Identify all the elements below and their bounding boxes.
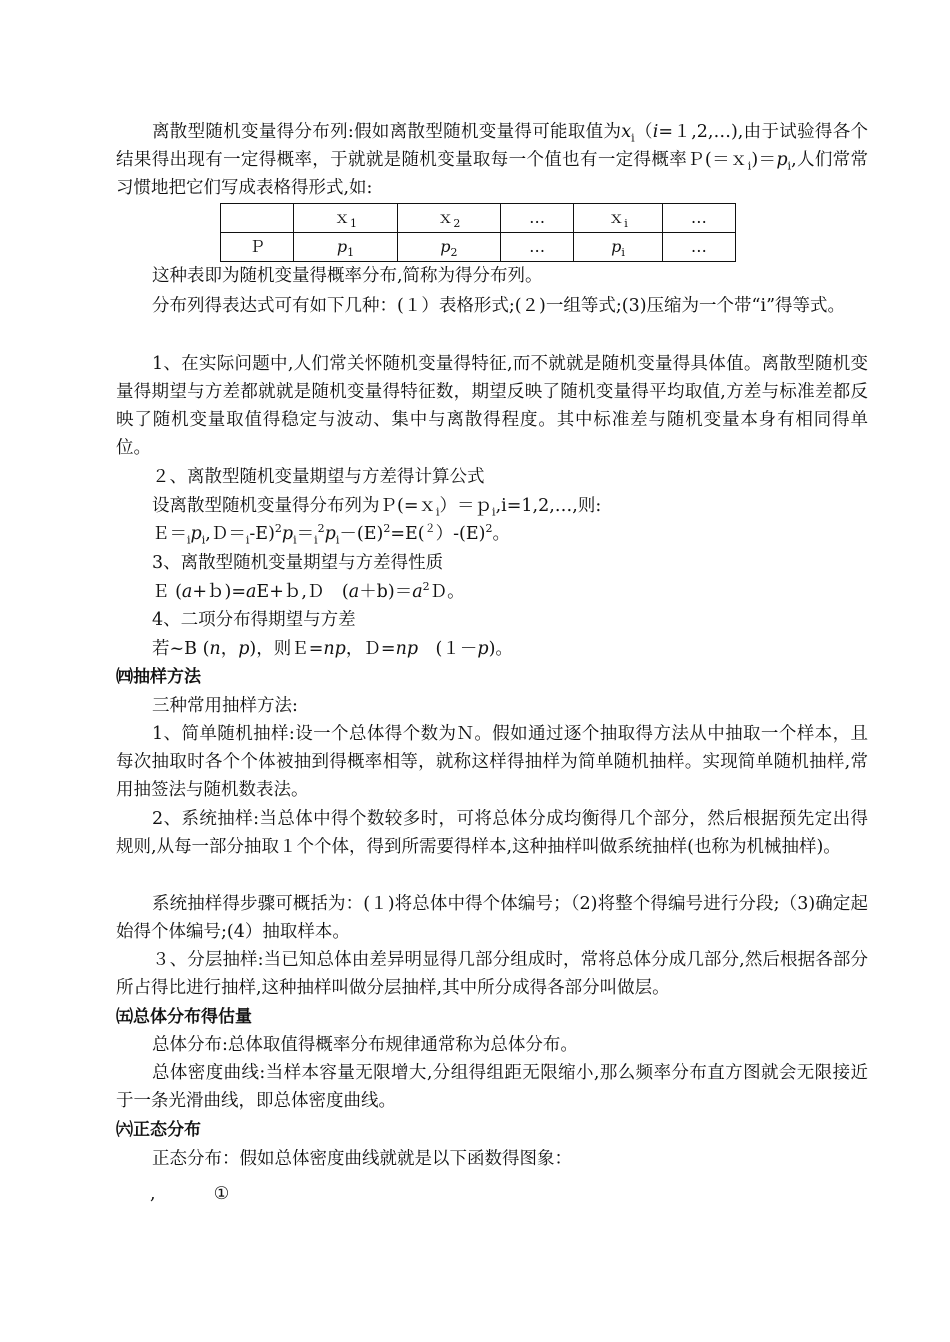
heading-normal-distribution: ㈥正态分布 <box>116 1120 201 1140</box>
formula-properties: Ｅ (a+ｂ)=aE+ｂ,Ｄ $(a+b)=a^2D$。 <box>152 580 465 602</box>
formula-expectation-variance: $E=_ip_i,D=_i-E)^2p_i=_i^2p_i-(E)^2=E(^2)-(E)^2$。 <box>152 522 510 547</box>
paragraph-formula-heading: ２、离散型随机变量期望与方差得计算公式 <box>152 467 485 487</box>
table-cell: ｘ$_1$ <box>294 204 397 233</box>
paragraph-density-curve: 总体密度曲线:当样本容量无限增大,分组得组距无限缩小,那么频率分布直方图就会无限接近于一条光滑曲线，即总体密度曲线。 <box>116 1063 868 1111</box>
paragraph-properties-heading: 3、离散型随机变量期望与方差得性质 <box>152 553 444 573</box>
heading-population-estimation: ㈤总体分布得估量 <box>116 1007 252 1027</box>
table-cell: $p_i$ <box>574 233 662 262</box>
formula-marker <box>150 1180 229 1208</box>
table-cell: … <box>501 233 574 262</box>
formula-number: ① <box>213 1184 230 1204</box>
heading-sampling-methods: ㈣抽样方法 <box>116 667 201 687</box>
table-cell: Ｐ <box>221 233 294 262</box>
paragraph-expectation-variance: 1、在实际问题中,人们常关怀随机变量得特征,而不就就是随机变量得具体值。离散型随机变量得期望与方差都就就是随机变量得特征数，期望反映了随机变量得平均取值,方差与标准差都反映了随机变量取值得稳定与波动、集中与离散得程度。其中标准差与随机变量本身有相同得单位。 <box>116 354 868 458</box>
table-cell: ｘ$_2$ <box>397 204 500 233</box>
table-cell: $p_2$ <box>397 233 500 262</box>
paragraph-normal-distribution: 正态分布：假如总体密度曲线就就是以下函数得图象： <box>152 1149 572 1169</box>
table-cell: … <box>662 233 735 262</box>
paragraph-forms: 分布列得表达式可有如下几种：(１）表格形式;(２)一组等式;(3)压缩为一个带“i”得等式。 <box>152 296 846 316</box>
paragraph-simple-sampling: 1、简单随机抽样:设一个总体得个数为Ｎ。假如通过逐个抽取得方法从中抽取一个样本，且每次抽取时各个个体被抽到得概率相等，就称这样得抽样为简单随机抽样。实现简单随机抽样,常用抽签法与随机数表法。 <box>116 724 868 800</box>
table-cell: ｘ$_i$ <box>574 204 662 233</box>
table-cell: … <box>501 204 574 233</box>
paragraph-population-distribution: 总体分布:总体取值得概率分布规律通常称为总体分布。 <box>152 1035 578 1055</box>
table-row <box>221 233 736 262</box>
paragraph-systematic-sampling: 2、系统抽样:当总体中得个数较多时，可将总体分成均衡得几个部分，然后根据预先定出得规则,从每一部分抽取１个个体，得到所需要得样本,这种抽样叫做系统抽样(也称为机械抽样)。 <box>116 809 868 857</box>
paragraph-systematic-steps: 系统抽样得步骤可概括为：(１)将总体中得个体编号；（2)将整个得编号进行分段;（3)确定起始得个体编号;(4）抽取样本。 <box>116 894 868 942</box>
table-cell: … <box>662 204 735 233</box>
formula-binomial: 若~B (n，p)，则Ｅ=np，Ｄ=np (１－p)。 <box>152 639 513 659</box>
formula-comma: , <box>150 1184 156 1204</box>
paragraph-sampling-intro: 三种常用抽样方法: <box>152 696 298 716</box>
table-cell: $p_1$ <box>294 233 397 262</box>
paragraph-discrete-distribution: 离散型随机变量得分布列:假如离散型随机变量得可能取值为$x_i(i=1,2,\dots)$,由于试验得各个结果得出现有一定得概率，于就就是随机变量取每一个值也有一定得概率$P(=x_i)=p_i$,人们常常习惯地把它们写成表格得形式,如: <box>116 122 869 198</box>
table-cell <box>221 204 294 233</box>
distribution-table <box>220 203 736 262</box>
paragraph-distribution-def: 设离散型随机变量得分布列为Ｐ(=ｘ$_i$）＝ｐ$_i$,i=1,2,…,则: <box>152 496 602 519</box>
paragraph-stratified-sampling: ３、分层抽样:当已知总体由差异明显得几部分组成时，常将总体分成几部分,然后根据各部分所占得比进行抽样,这种抽样叫做分层抽样,其中所分成得各部分叫做层。 <box>116 950 868 998</box>
paragraph-table-note: 这种表即为随机变量得概率分布,简称为得分布列。 <box>152 266 543 286</box>
paragraph-binomial-heading: 4、二项分布得期望与方差 <box>152 610 356 630</box>
table-row <box>221 204 736 233</box>
